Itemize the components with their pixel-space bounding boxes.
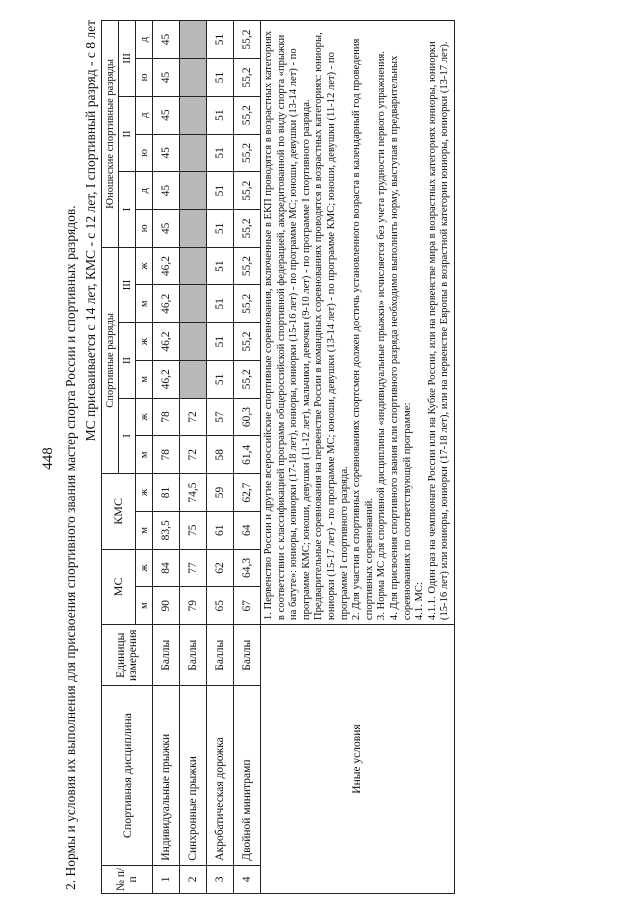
gender-zh-header: ж (136, 323, 153, 361)
unit-cell: Баллы (153, 625, 180, 686)
norm-value (180, 360, 207, 398)
norm-value: 84 (153, 549, 180, 587)
norm-value: 45 (153, 134, 180, 172)
norm-value: 51 (207, 247, 234, 285)
norm-value: 51 (207, 210, 234, 248)
norm-value: 51 (207, 59, 234, 97)
condition-paragraph: 4.1.1. Один раз на чемпионате России или на Кубке России, или на первенстве мира в возрастных категориях юниоры, юниорки (15-16 лет) или юниоры, юниорки (17-18 лет), или на первенстве Европы в возрастной категории юниоры, юниорки (13-17 лет). (426, 41, 451, 621)
norm-value: 62 (207, 549, 234, 587)
norm-value: 45 (153, 210, 180, 248)
norm-value: 55,2 (234, 210, 261, 248)
norm-value: 45 (153, 21, 180, 59)
norm-value: 55,2 (234, 285, 261, 323)
norm-value: 55,2 (234, 96, 261, 134)
norm-value: 46,2 (153, 360, 180, 398)
document-title: 2. Нормы и условия их выполнения для присвоения спортивного звания мастер спорта России и спортивных разрядов. (63, 205, 78, 890)
gender-m-header: м (136, 285, 153, 323)
norm-value: 64,3 (234, 549, 261, 587)
norm-value (180, 21, 207, 59)
norm-value: 83,5 (153, 511, 180, 549)
unit-cell: Баллы (180, 625, 207, 686)
sport-rank-1-header: I (119, 398, 136, 473)
gender-m-header: м (136, 587, 153, 625)
gender-m-header: м (136, 511, 153, 549)
norm-value: 75 (180, 511, 207, 549)
table-row (180, 21, 207, 894)
norm-value: 51 (207, 285, 234, 323)
sport-rank-2-header: II (119, 323, 136, 398)
norm-value: 74,5 (180, 474, 207, 512)
norm-value (180, 96, 207, 134)
gender-zh-header: ж (136, 549, 153, 587)
norm-value: 78 (153, 436, 180, 474)
norm-value: 51 (207, 96, 234, 134)
norm-value: 81 (153, 474, 180, 512)
norm-value: 51 (207, 134, 234, 172)
table-row (234, 21, 261, 894)
norm-value: 55,2 (234, 323, 261, 361)
discipline-name: Индивидуальные прыжки (153, 686, 180, 865)
discipline-name: Акробатическая дорожка (207, 686, 234, 865)
unit-cell: Баллы (207, 625, 234, 686)
col-ms-header: МС (102, 549, 136, 624)
norm-value: 55,2 (234, 21, 261, 59)
condition-paragraph: 3. Норма МС для спортивной дисциплины «индивидуальные прыжки» исчисляется без учета трудности первого упражнения. (376, 51, 388, 621)
row-number: 4 (234, 865, 261, 893)
norm-value: 46,2 (153, 247, 180, 285)
sport-rank-3-header: III (119, 247, 136, 322)
norm-value: 90 (153, 587, 180, 625)
norm-value (180, 59, 207, 97)
condition-paragraph: 2. Для участия в спортивных соревнованиях спортсмен должен достичь установленного возраста в календарный год проведения спортивных соревнований. (351, 38, 375, 621)
col-discipline-header: Спортивная дисциплина (102, 686, 153, 865)
norm-value: 51 (207, 323, 234, 361)
page-number: 448 (39, 447, 56, 470)
norm-value: 55,2 (234, 134, 261, 172)
gender-m-header: м (136, 436, 153, 474)
youth-rank-1-header: I (119, 172, 136, 247)
norm-value: 61,4 (234, 436, 261, 474)
norm-value (180, 247, 207, 285)
gender-d-header: д (136, 21, 153, 59)
norm-value: 67 (234, 587, 261, 625)
norm-value (180, 134, 207, 172)
norm-value: 46,2 (153, 323, 180, 361)
norm-value: 60,3 (234, 398, 261, 436)
gender-zh-header: ж (136, 247, 153, 285)
gender-yu-header: ю (136, 210, 153, 248)
rotated-content (63, 14, 603, 894)
col-kms-header: КМС (102, 474, 136, 549)
unit-cell: Баллы (234, 625, 261, 686)
norm-value: 45 (153, 172, 180, 210)
gender-zh-header: ж (136, 398, 153, 436)
norm-value: 55,2 (234, 247, 261, 285)
gender-yu-header: ю (136, 59, 153, 97)
conditions-row (261, 21, 455, 894)
norm-value (180, 323, 207, 361)
norm-value: 72 (180, 398, 207, 436)
norm-value (180, 285, 207, 323)
norm-value: 46,2 (153, 285, 180, 323)
gender-zh-header: ж (136, 474, 153, 512)
other-conditions-label: Иные условия (261, 625, 455, 894)
gender-m-header: м (136, 360, 153, 398)
norm-value: 58 (207, 436, 234, 474)
youth-rank-3-header: III (119, 21, 136, 97)
condition-paragraph: 4.1. МС: (414, 582, 426, 621)
norm-value: 55,2 (234, 360, 261, 398)
norm-value: 62,7 (234, 474, 261, 512)
norm-value (180, 172, 207, 210)
norm-value: 55,2 (234, 172, 261, 210)
norms-table (101, 20, 455, 894)
norm-value: 77 (180, 549, 207, 587)
norms-table-body (153, 21, 455, 894)
youth-ranks-header: Юношеские спортивные разряды (102, 21, 119, 248)
norm-value (180, 210, 207, 248)
norm-value: 59 (207, 474, 234, 512)
norm-value: 51 (207, 172, 234, 210)
gender-d-header: д (136, 96, 153, 134)
norm-value: 51 (207, 21, 234, 59)
row-number: 1 (153, 865, 180, 893)
norm-value: 45 (153, 96, 180, 134)
row-number: 2 (180, 865, 207, 893)
norm-value: 55,2 (234, 59, 261, 97)
discipline-name: Двойной минитрамп (234, 686, 261, 865)
norm-value: 65 (207, 587, 234, 625)
col-units-header: Единицы измерения (102, 625, 153, 686)
col-num-header: № п/п (102, 865, 153, 893)
norm-value: 72 (180, 436, 207, 474)
table-row (207, 21, 234, 894)
norm-value: 78 (153, 398, 180, 436)
norm-value: 61 (207, 511, 234, 549)
condition-paragraph: 1. Первенство России и другие всероссийские спортивные соревнования, включенные в ЕКП проводятся в возрастных категориях в соответствии с классификацией программ общероссийской спортивной федерацией, аккредитованной по виду спорта «прыжки на батуте»: юниоры, юниорки (17-18 лет), юниоры, юниорки (15-16 лет) - по программе МС; юноши, девушки (13-14 лет) - по программе КМС; юноши, девушки (11-12 лет), мальчики, девочки (9-10 лет) - по программе I спортивного разряда. (263, 30, 312, 621)
norm-value: 51 (207, 360, 234, 398)
gender-yu-header: ю (136, 134, 153, 172)
youth-rank-2-header: II (119, 96, 136, 171)
norm-value: 64 (234, 511, 261, 549)
conditions-text (261, 21, 455, 625)
norm-value: 57 (207, 398, 234, 436)
norm-value: 45 (153, 59, 180, 97)
row-number: 3 (207, 865, 234, 893)
condition-paragraph: Предварительные соревнования на первенстве России в командных соревнованиях проводятся в возрастных категориях: юниоры, юниорки (15-17 лет) - по программе МС; юноши, девушки (13-14 лет) - по программе КМС; юноши, девушки (11-12 лет) - по программе I спортивного разряда. (313, 32, 350, 621)
age-subtitle: МС присваивается с 14 лет, КМС - с 12 лет, I спортивный разряд - с 8 лет (83, 20, 98, 442)
discipline-name: Синхронные прыжки (180, 686, 207, 865)
sport-ranks-header: Спортивные разряды (102, 247, 119, 473)
condition-paragraph: 4. Для присвоения спортивного звания или спортивного разряда необходимо выполнить норму, выступая в предварительных соревнованиях по соответствующей программе: (388, 55, 413, 621)
table-row (153, 21, 180, 894)
gender-d-header: д (136, 172, 153, 210)
norm-value: 79 (180, 587, 207, 625)
